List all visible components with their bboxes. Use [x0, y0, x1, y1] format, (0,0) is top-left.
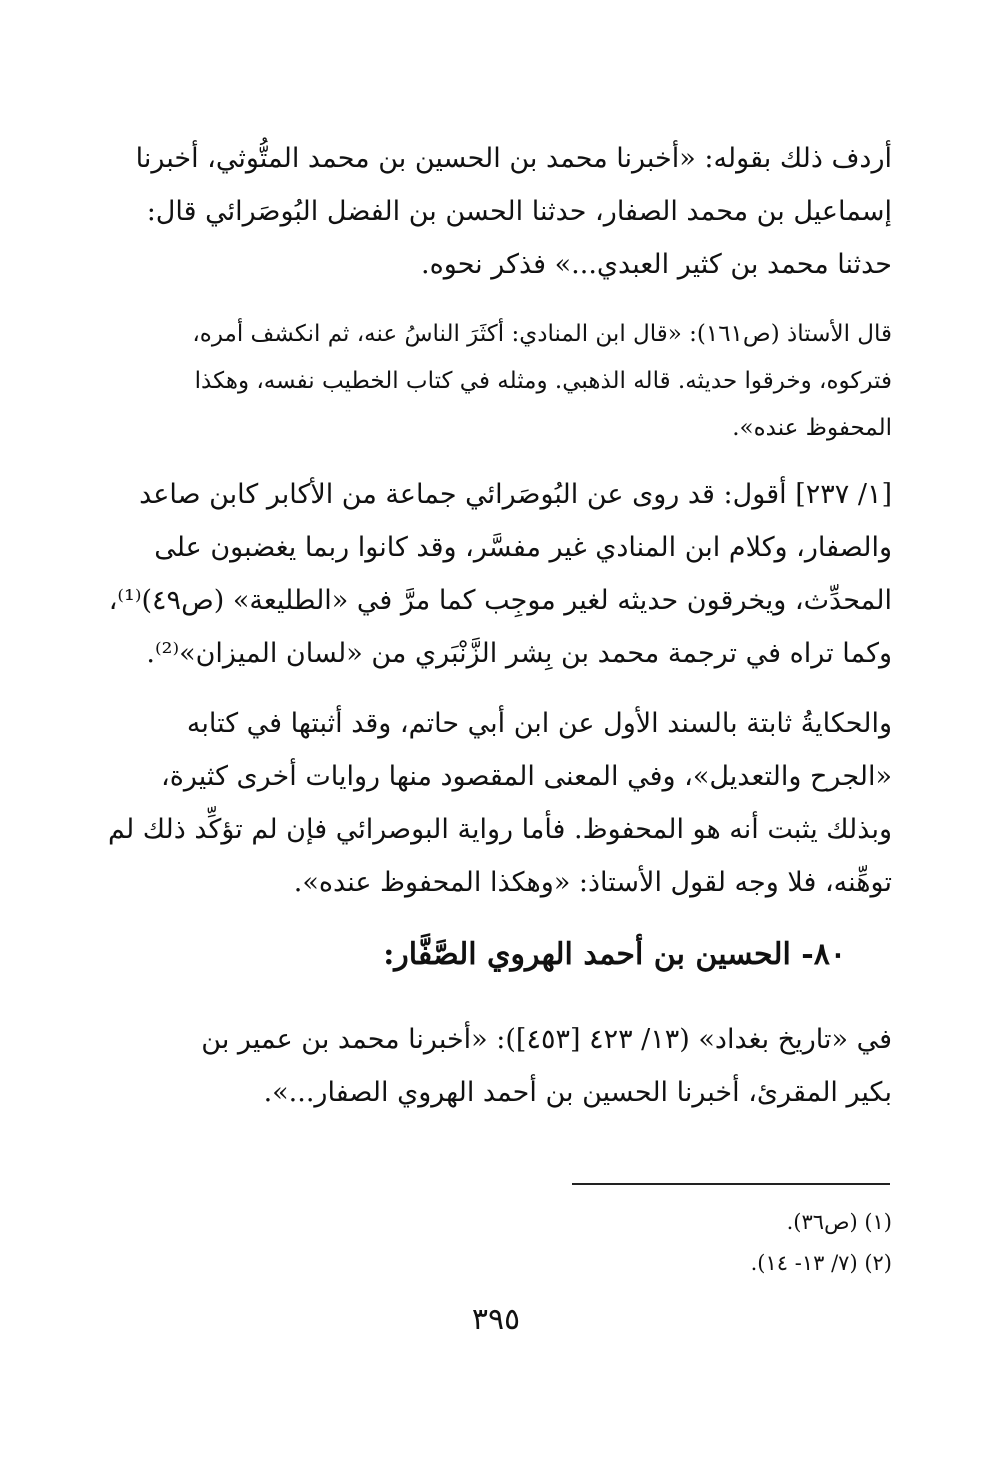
page-number: ٣٩٥ [471, 1302, 521, 1337]
paragraph-5 [112, 1013, 892, 1119]
text-line: المحفوظ عنده». [732, 415, 892, 441]
paragraph-2-quote [112, 311, 892, 452]
text-line: [١/ ٢٣٧] أقول: قد روى عن البُوصَرائي جماعة من الأكابر كابن صاعد [139, 479, 892, 510]
text-line: وكما تراه في ترجمة محمد بن بِشر الزَّنْبَري من «لسان الميزان»⁽²⁾. [146, 638, 892, 669]
text-line: والصفار، وكلام ابن المنادي غير مفسَّر، وقد كانوا ربما يغضبون على [154, 532, 892, 563]
text-line: فتركوه، وخرقوا حديثه. قاله الذهبي. ومثله في كتاب الخطيب نفسه، وهكذا [194, 368, 892, 394]
footnote-1: (١) (ص٣٦). [786, 1210, 892, 1234]
text-line: أردف ذلك بقوله: «أخبرنا محمد بن الحسين بن محمد المتُّوثي، أخبرنا [135, 143, 892, 174]
paragraph-3 [108, 468, 892, 680]
paragraph-4 [107, 697, 892, 909]
text-line: حدثنا محمد بن كثير العبدي...» فذكر نحوه. [421, 249, 892, 280]
paragraph-1 [112, 132, 892, 291]
text-line: «الجرح والتعديل»، وفي المعنى المقصود منها روايات أخرى كثيرة، [161, 761, 892, 792]
text-line: والحكايةُ ثابتة بالسند الأول عن ابن أبي حاتم، وقد أثبتها في كتابه [186, 708, 892, 739]
text-line: في «تاريخ بغداد» (١٣/ ٤٢٣ [٤٥٣]): «أخبرنا محمد بن عمير بن [201, 1024, 892, 1055]
text-line: المحدِّث، ويخرقون حديثه لغير موجِب كما مرَّ في «الطليعة» (ص٤٩)⁽¹⁾، [108, 585, 892, 616]
text-line: قال الأستاذ (ص١٦١): «قال ابن المنادي: أكثَرَ الناسُ عنه، ثم انكشف أمره، [192, 321, 892, 347]
text-line: توهِّنه، فلا وجه لقول الأستاذ: «وهكذا المحفوظ عنده». [293, 867, 892, 898]
footnote-divider [572, 1183, 890, 1185]
text-line: بكير المقرئ، أخبرنا الحسين بن أحمد الهروي الصفار...». [263, 1077, 892, 1108]
text-line: وبذلك يثبت أنه هو المحفوظ. فأما رواية البوصرائي فإن لم تؤكِّد ذلك لم [107, 814, 892, 845]
footnote-2: (٢) (٧/ ١٣- ١٤). [750, 1251, 892, 1275]
text-line: إسماعيل بن محمد الصفار، حدثنا الحسن بن الفضل البُوصَرائي قال: [146, 196, 892, 227]
section-heading: ٨٠- الحسين بن أحمد الهروي الصَّفَّار: [383, 937, 846, 972]
